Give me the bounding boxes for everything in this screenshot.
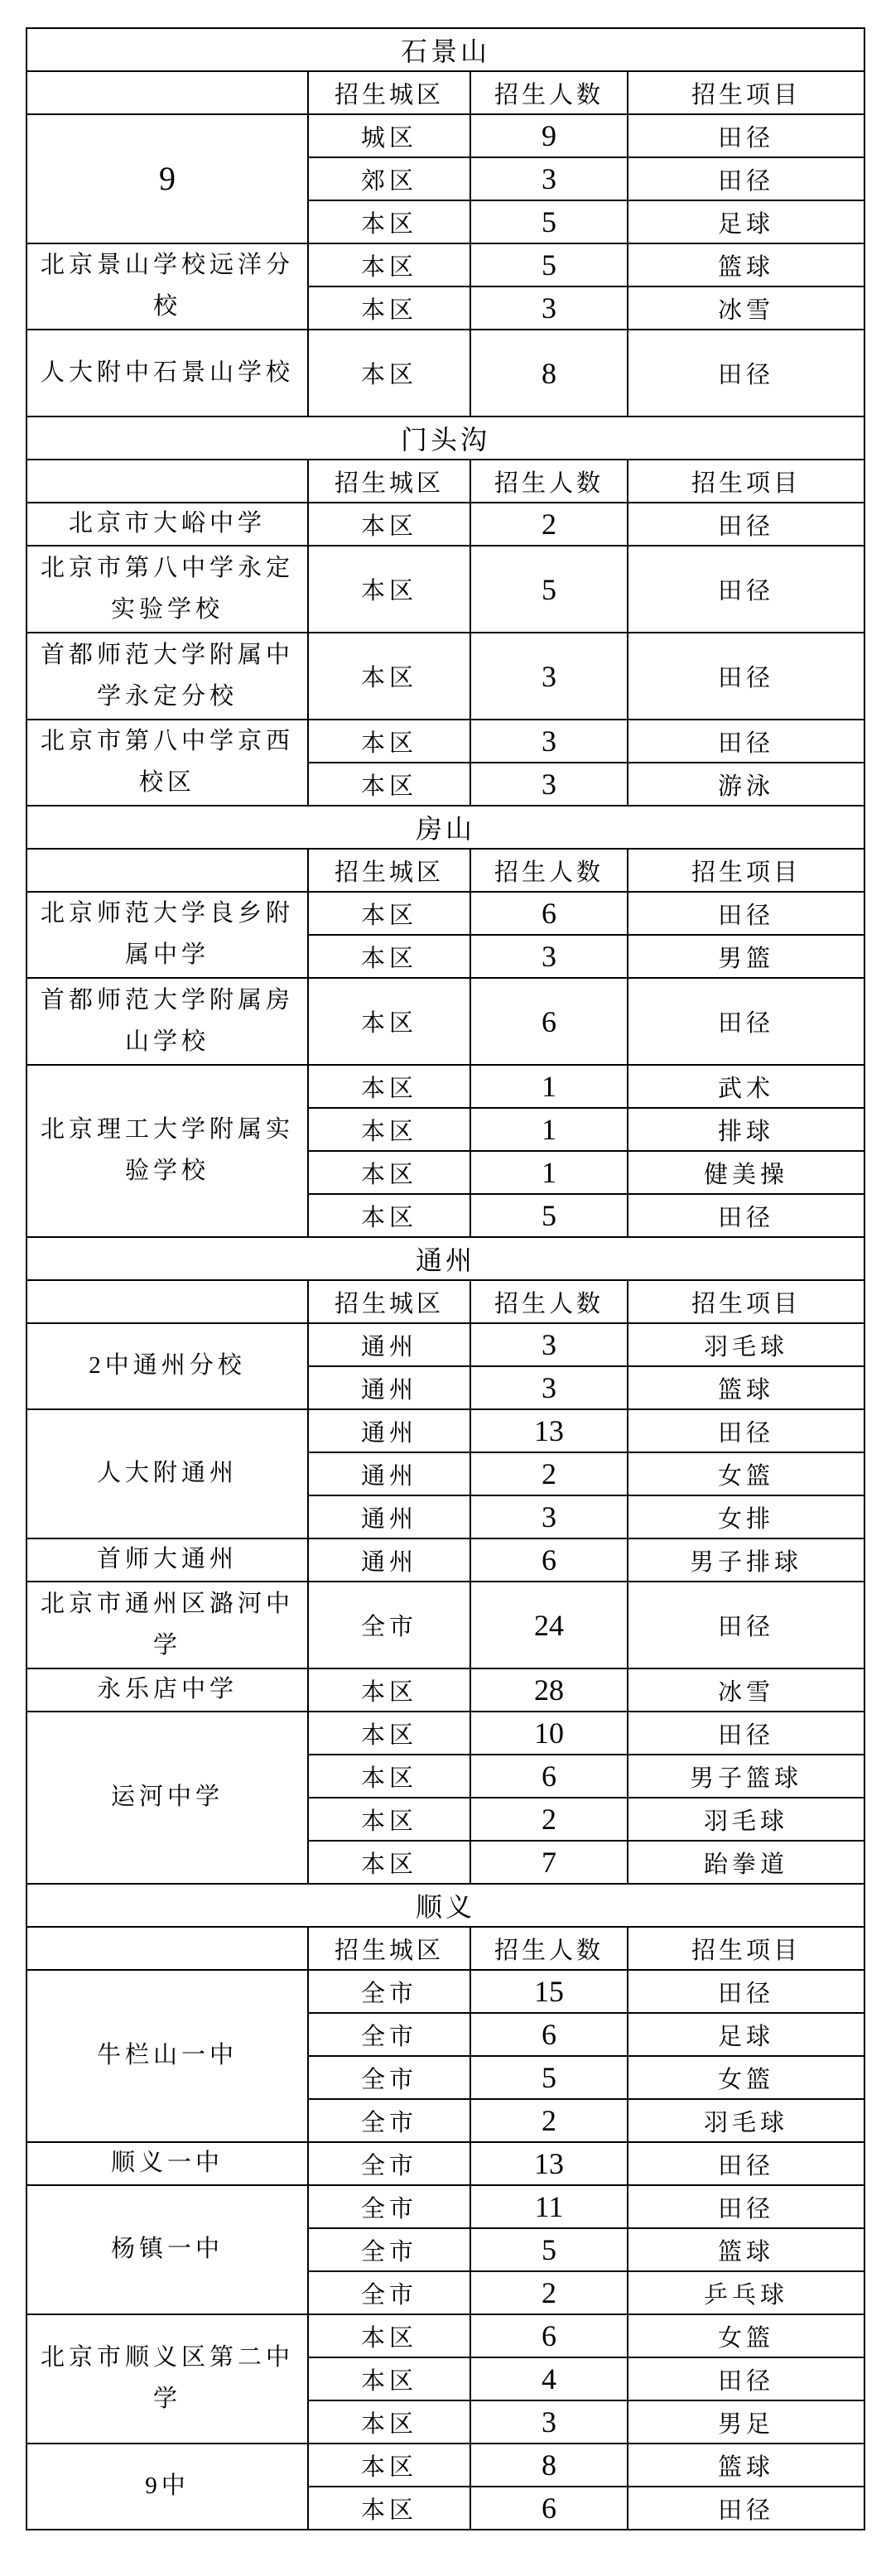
enroll-count-cell: 6 bbox=[470, 2314, 628, 2357]
enroll-count-cell: 7 bbox=[470, 1841, 628, 1884]
table-row bbox=[26, 1538, 864, 1582]
enroll-count-cell: 15 bbox=[470, 1970, 628, 2013]
enroll-district-cell: 本区 bbox=[308, 2487, 470, 2530]
enroll-district-cell: 本区 bbox=[308, 720, 470, 763]
district-header-row bbox=[26, 806, 864, 849]
enroll-program-cell: 女篮 bbox=[628, 2314, 864, 2357]
district-header: 房山 bbox=[26, 806, 864, 849]
enroll-count-cell: 5 bbox=[470, 243, 628, 286]
enroll-district-cell: 本区 bbox=[308, 1755, 470, 1798]
enroll-program-cell: 男篮 bbox=[628, 935, 864, 978]
enroll-district-cell: 通州 bbox=[308, 1452, 470, 1495]
enroll-count-cell: 5 bbox=[470, 1194, 628, 1237]
enroll-program-cell: 羽毛球 bbox=[628, 1798, 864, 1841]
enroll-count-cell: 2 bbox=[470, 1798, 628, 1841]
table-row bbox=[26, 243, 864, 286]
enroll-program-cell: 男子篮球 bbox=[628, 1755, 864, 1798]
enroll-program-cell: 足球 bbox=[628, 200, 864, 243]
enroll-district-cell: 全市 bbox=[308, 2142, 470, 2185]
enroll-program-cell: 田径 bbox=[628, 503, 864, 546]
school-name-cell: 首都师范大学附属房山学校 bbox=[26, 978, 308, 1065]
enroll-district-cell: 通州 bbox=[308, 1495, 470, 1538]
enroll-count-cell: 4 bbox=[470, 2357, 628, 2400]
column-header-row bbox=[26, 849, 864, 892]
enroll-count-cell: 6 bbox=[470, 2487, 628, 2530]
enroll-district-cell: 本区 bbox=[308, 978, 470, 1065]
enroll-count-cell: 6 bbox=[470, 1755, 628, 1798]
district-header: 通州 bbox=[26, 1237, 864, 1280]
school-name-cell: 人大附通州 bbox=[26, 1409, 308, 1538]
column-header-row bbox=[26, 460, 864, 503]
column-header: 招生项目 bbox=[628, 1280, 864, 1323]
enroll-program-cell: 田径 bbox=[628, 1194, 864, 1237]
enroll-count-cell: 13 bbox=[470, 1409, 628, 1452]
enroll-count-cell: 24 bbox=[470, 1582, 628, 1668]
enroll-program-cell: 女排 bbox=[628, 1495, 864, 1538]
table-row bbox=[26, 978, 864, 1065]
enroll-program-cell: 田径 bbox=[628, 2357, 864, 2400]
table-row bbox=[26, 2314, 864, 2357]
school-name-cell: 北京师范大学良乡附属中学 bbox=[26, 892, 308, 978]
enroll-district-cell: 本区 bbox=[308, 1194, 470, 1237]
enroll-district-cell: 全市 bbox=[308, 2185, 470, 2228]
enroll-count-cell: 3 bbox=[470, 286, 628, 330]
table-row bbox=[26, 720, 864, 763]
enroll-district-cell: 本区 bbox=[308, 286, 470, 330]
enroll-count-cell: 3 bbox=[470, 1323, 628, 1366]
enroll-count-cell: 6 bbox=[470, 1538, 628, 1582]
enroll-count-cell: 1 bbox=[470, 1065, 628, 1108]
enroll-program-cell: 游泳 bbox=[628, 763, 864, 806]
enroll-count-cell: 5 bbox=[470, 2056, 628, 2099]
enroll-district-cell: 本区 bbox=[308, 1841, 470, 1884]
table-row bbox=[26, 1065, 864, 1108]
enroll-program-cell: 冰雪 bbox=[628, 1668, 864, 1712]
enroll-program-cell: 田径 bbox=[628, 1712, 864, 1755]
enroll-program-cell: 田径 bbox=[628, 892, 864, 935]
column-header-empty bbox=[26, 1280, 308, 1323]
enroll-count-cell: 3 bbox=[470, 2400, 628, 2444]
enroll-district-cell: 本区 bbox=[308, 892, 470, 935]
column-header-empty bbox=[26, 460, 308, 503]
enroll-count-cell: 8 bbox=[470, 2444, 628, 2487]
school-name-cell: 首都师范大学附属中学永定分校 bbox=[26, 633, 308, 720]
column-header: 招生城区 bbox=[308, 1927, 470, 1970]
school-name-cell: 永乐店中学 bbox=[26, 1668, 308, 1712]
enroll-count-cell: 5 bbox=[470, 200, 628, 243]
enroll-program-cell: 女篮 bbox=[628, 2056, 864, 2099]
enroll-district-cell: 本区 bbox=[308, 1798, 470, 1841]
table-row bbox=[26, 546, 864, 633]
column-header: 招生项目 bbox=[628, 71, 864, 114]
enroll-program-cell: 男足 bbox=[628, 2400, 864, 2444]
column-header: 招生人数 bbox=[470, 1927, 628, 1970]
table-row bbox=[26, 1582, 864, 1668]
column-header: 招生人数 bbox=[470, 849, 628, 892]
school-name-cell: 牛栏山一中 bbox=[26, 1970, 308, 2142]
enroll-count-cell: 3 bbox=[470, 1495, 628, 1538]
enroll-count-cell: 3 bbox=[470, 157, 628, 200]
column-header-empty bbox=[26, 849, 308, 892]
column-header-row bbox=[26, 1927, 864, 1970]
enroll-program-cell: 田径 bbox=[628, 330, 864, 416]
enroll-count-cell: 6 bbox=[470, 978, 628, 1065]
enroll-count-cell: 2 bbox=[470, 503, 628, 546]
column-header: 招生城区 bbox=[308, 460, 470, 503]
enroll-program-cell: 篮球 bbox=[628, 1366, 864, 1409]
enroll-count-cell: 3 bbox=[470, 633, 628, 720]
table-row bbox=[26, 503, 864, 546]
table-row bbox=[26, 114, 864, 157]
enroll-district-cell: 本区 bbox=[308, 200, 470, 243]
column-header-empty bbox=[26, 1927, 308, 1970]
enroll-count-cell: 1 bbox=[470, 1151, 628, 1194]
enroll-program-cell: 排球 bbox=[628, 1108, 864, 1151]
school-name-cell: 北京景山学校远洋分校 bbox=[26, 243, 308, 330]
district-header-row bbox=[26, 28, 864, 71]
enroll-district-cell: 本区 bbox=[308, 2314, 470, 2357]
enroll-count-cell: 5 bbox=[470, 2228, 628, 2271]
school-name-cell: 顺义一中 bbox=[26, 2142, 308, 2185]
enroll-district-cell: 通州 bbox=[308, 1538, 470, 1582]
enroll-program-cell: 跆拳道 bbox=[628, 1841, 864, 1884]
school-name-cell: 北京市第八中学京西校区 bbox=[26, 720, 308, 806]
enroll-count-cell: 28 bbox=[470, 1668, 628, 1712]
enroll-program-cell: 武术 bbox=[628, 1065, 864, 1108]
enroll-district-cell: 本区 bbox=[308, 330, 470, 416]
enroll-district-cell: 本区 bbox=[308, 1065, 470, 1108]
enroll-district-cell: 本区 bbox=[308, 935, 470, 978]
enroll-program-cell: 田径 bbox=[628, 2142, 864, 2185]
enroll-program-cell: 田径 bbox=[628, 157, 864, 200]
enroll-district-cell: 本区 bbox=[308, 546, 470, 633]
school-name-cell: 人大附中石景山学校 bbox=[26, 330, 308, 416]
enroll-count-cell: 6 bbox=[470, 2013, 628, 2056]
school-name-cell: 杨镇一中 bbox=[26, 2185, 308, 2314]
school-name-cell: 运河中学 bbox=[26, 1712, 308, 1884]
enroll-district-cell: 全市 bbox=[308, 2013, 470, 2056]
admissions-table-body bbox=[26, 28, 864, 2530]
district-header-row bbox=[26, 1237, 864, 1280]
school-name-cell: 北京理工大学附属实验学校 bbox=[26, 1065, 308, 1237]
school-name-cell: 9 bbox=[26, 114, 308, 243]
table-row bbox=[26, 1409, 864, 1452]
enroll-district-cell: 本区 bbox=[308, 1668, 470, 1712]
enroll-count-cell: 6 bbox=[470, 892, 628, 935]
enroll-district-cell: 全市 bbox=[308, 2271, 470, 2314]
enroll-district-cell: 本区 bbox=[308, 633, 470, 720]
school-name-cell: 首师大通州 bbox=[26, 1538, 308, 1582]
column-header: 招生项目 bbox=[628, 849, 864, 892]
enroll-count-cell: 3 bbox=[470, 763, 628, 806]
enroll-program-cell: 羽毛球 bbox=[628, 2099, 864, 2142]
table-row bbox=[26, 633, 864, 720]
district-header-row bbox=[26, 1884, 864, 1927]
enroll-count-cell: 11 bbox=[470, 2185, 628, 2228]
enroll-count-cell: 2 bbox=[470, 2271, 628, 2314]
enroll-count-cell: 5 bbox=[470, 546, 628, 633]
enroll-program-cell: 田径 bbox=[628, 114, 864, 157]
column-header: 招生项目 bbox=[628, 1927, 864, 1970]
enroll-district-cell: 通州 bbox=[308, 1409, 470, 1452]
enroll-count-cell: 8 bbox=[470, 330, 628, 416]
enroll-district-cell: 全市 bbox=[308, 1970, 470, 2013]
enroll-district-cell: 通州 bbox=[308, 1366, 470, 1409]
column-header-row bbox=[26, 1280, 864, 1323]
enroll-program-cell: 田径 bbox=[628, 1582, 864, 1668]
enroll-district-cell: 本区 bbox=[308, 503, 470, 546]
enroll-program-cell: 田径 bbox=[628, 978, 864, 1065]
enroll-program-cell: 田径 bbox=[628, 1970, 864, 2013]
enroll-count-cell: 3 bbox=[470, 935, 628, 978]
enroll-district-cell: 本区 bbox=[308, 1712, 470, 1755]
enroll-count-cell: 3 bbox=[470, 720, 628, 763]
column-header: 招生人数 bbox=[470, 460, 628, 503]
enroll-program-cell: 乒乓球 bbox=[628, 2271, 864, 2314]
table-row bbox=[26, 892, 864, 935]
enroll-district-cell: 全市 bbox=[308, 2056, 470, 2099]
enroll-district-cell: 本区 bbox=[308, 1108, 470, 1151]
enroll-program-cell: 足球 bbox=[628, 2013, 864, 2056]
column-header: 招生人数 bbox=[470, 1280, 628, 1323]
table-row bbox=[26, 2185, 864, 2228]
enroll-program-cell: 田径 bbox=[628, 2487, 864, 2530]
district-header: 顺义 bbox=[26, 1884, 864, 1927]
column-header: 招生城区 bbox=[308, 849, 470, 892]
enroll-program-cell: 女篮 bbox=[628, 1452, 864, 1495]
school-name-cell: 9中 bbox=[26, 2444, 308, 2530]
enroll-district-cell: 本区 bbox=[308, 2444, 470, 2487]
enroll-count-cell: 2 bbox=[470, 1452, 628, 1495]
table-row bbox=[26, 1323, 864, 1366]
district-header: 石景山 bbox=[26, 28, 864, 71]
table-row bbox=[26, 2444, 864, 2487]
enroll-district-cell: 全市 bbox=[308, 2228, 470, 2271]
enroll-count-cell: 1 bbox=[470, 1108, 628, 1151]
column-header-row bbox=[26, 71, 864, 114]
enroll-district-cell: 本区 bbox=[308, 1151, 470, 1194]
enroll-program-cell: 田径 bbox=[628, 1409, 864, 1452]
school-name-cell: 北京市大峪中学 bbox=[26, 503, 308, 546]
enroll-district-cell: 城区 bbox=[308, 114, 470, 157]
enroll-program-cell: 篮球 bbox=[628, 2228, 864, 2271]
enroll-district-cell: 全市 bbox=[308, 2099, 470, 2142]
enroll-district-cell: 本区 bbox=[308, 763, 470, 806]
table-row bbox=[26, 1970, 864, 2013]
enroll-district-cell: 本区 bbox=[308, 2400, 470, 2444]
enroll-count-cell: 9 bbox=[470, 114, 628, 157]
enroll-program-cell: 健美操 bbox=[628, 1151, 864, 1194]
table-row bbox=[26, 1712, 864, 1755]
enroll-program-cell: 羽毛球 bbox=[628, 1323, 864, 1366]
school-name-cell: 2中通州分校 bbox=[26, 1323, 308, 1409]
enroll-program-cell: 篮球 bbox=[628, 2444, 864, 2487]
column-header-empty bbox=[26, 71, 308, 114]
enroll-program-cell: 田径 bbox=[628, 720, 864, 763]
district-header-row bbox=[26, 416, 864, 460]
enroll-district-cell: 郊区 bbox=[308, 157, 470, 200]
enroll-program-cell: 冰雪 bbox=[628, 286, 864, 330]
enroll-program-cell: 篮球 bbox=[628, 243, 864, 286]
enroll-program-cell: 田径 bbox=[628, 633, 864, 720]
enroll-count-cell: 2 bbox=[470, 2099, 628, 2142]
school-name-cell: 北京市通州区潞河中学 bbox=[26, 1582, 308, 1668]
enroll-program-cell: 田径 bbox=[628, 546, 864, 633]
column-header: 招生城区 bbox=[308, 1280, 470, 1323]
enroll-program-cell: 田径 bbox=[628, 2185, 864, 2228]
enroll-program-cell: 男子排球 bbox=[628, 1538, 864, 1582]
school-name-cell: 北京市第八中学永定实验学校 bbox=[26, 546, 308, 633]
admissions-table bbox=[26, 27, 865, 2530]
table-row bbox=[26, 2142, 864, 2185]
enroll-count-cell: 13 bbox=[470, 2142, 628, 2185]
school-name-cell: 北京市顺义区第二中学 bbox=[26, 2314, 308, 2444]
enroll-count-cell: 10 bbox=[470, 1712, 628, 1755]
enroll-district-cell: 通州 bbox=[308, 1323, 470, 1366]
district-header: 门头沟 bbox=[26, 416, 864, 460]
column-header: 招生人数 bbox=[470, 71, 628, 114]
enroll-count-cell: 3 bbox=[470, 1366, 628, 1409]
enroll-district-cell: 本区 bbox=[308, 243, 470, 286]
enroll-district-cell: 全市 bbox=[308, 1582, 470, 1668]
table-row bbox=[26, 1668, 864, 1712]
table-row bbox=[26, 330, 864, 416]
enroll-district-cell: 本区 bbox=[308, 2357, 470, 2400]
column-header: 招生项目 bbox=[628, 460, 864, 503]
column-header: 招生城区 bbox=[308, 71, 470, 114]
